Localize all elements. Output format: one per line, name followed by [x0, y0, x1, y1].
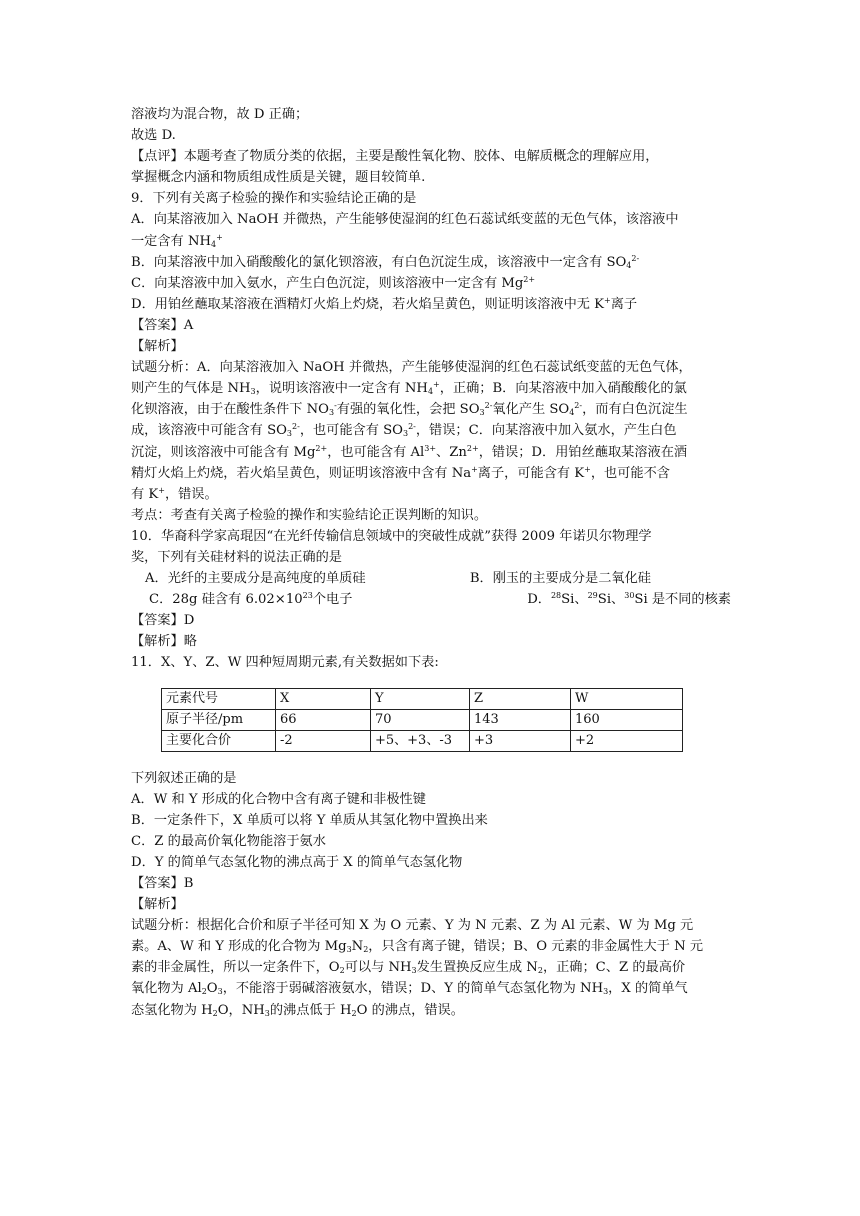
- question-9-stem: 9．下列有关离子检验的操作和实验结论正确的是: [131, 191, 417, 207]
- table-cell: 元素代号: [162, 688, 276, 709]
- table-cell: W: [571, 688, 683, 709]
- table-cell: +5、+3、-3: [371, 730, 470, 751]
- q11-option-b: B．一定条件下，X 单质可以将 Y 单质从其氢化物中置换出来: [131, 812, 488, 828]
- q10-option-a: A．光纤的主要成分是高纯度的单质硅: [145, 571, 366, 587]
- q9-option-c: C．向某溶液中加入氨水，产生白色沉淀，则该溶液中一定含有 $Mg^{2+}$: [131, 274, 536, 291]
- q11-ask: 下列叙述正确的是: [131, 770, 237, 786]
- comment-line: 掌握概念内涵和物质组成性质是关键，题目较简单.: [131, 170, 426, 186]
- q9-analysis-line: 沉淀，则该溶液中可能含有 $Mg^{2+}$，也可能含有 $Al^{3+}$、$Zn^{2+}$，错误；D．用铂丝蘸取某溶液在酒: [131, 443, 688, 460]
- table-row: [162, 730, 683, 751]
- q11-analysis-line: 试题分析：根据化合价和原子半径可知 X 为 O 元素、Y 为 N 元素、Z 为 Al 元素、W 为 Mg 元: [131, 918, 694, 934]
- q10-analysis: 【解析】略: [131, 634, 197, 650]
- table-cell: 66: [276, 709, 371, 730]
- q11-analysis-line: 素。A、W 和 Y 形成的化合物为 $Mg_3N_2$，只含有离子键，错误；B、O 元素的非金属性大于 N 元: [131, 939, 704, 955]
- q9-option-a: A．向某溶液加入 NaOH 并微热，产生能够使湿润的红色石蕊试纸变蓝的无色气体，该溶液中: [131, 212, 679, 228]
- q11-answer: 【答案】B: [131, 876, 194, 891]
- table-cell: 160: [571, 709, 683, 730]
- q9-option-a-cont: 一定含有 $NH_4^+$: [131, 232, 223, 249]
- q9-analysis-label: 【解析】: [131, 339, 184, 355]
- document-page: [131, 104, 731, 1021]
- table-row: [162, 709, 683, 730]
- table-cell: 143: [470, 709, 571, 730]
- q11-analysis-line: 态氢化物为 $H_2O$，$NH_3$的沸点低于 $H_2O$ 的沸点，错误。: [131, 1002, 464, 1018]
- element-data-table: [161, 688, 683, 752]
- text-line: 溶液均为混合物，故 D 正确；: [131, 107, 309, 122]
- q9-analysis-line: 试题分析：A．向某溶液加入 NaOH 并微热，产生能够使湿润的红色石蕊试纸变蓝的无色气体，: [131, 360, 692, 376]
- comment-line: 【点评】本题考查了物质分类的依据，主要是酸性氧化物、胶体、电解质概念的理解应用，: [131, 149, 659, 165]
- table-cell: -2: [276, 730, 371, 751]
- q10-options-cd: [131, 589, 731, 610]
- q9-analysis-line: 则产生的气体是 $NH_3$，说明该溶液中一定含有 $NH_4^+$，正确；B．向某溶液中加入硝酸酸化的氯: [131, 380, 687, 397]
- q10-option-b: B．刚玉的主要成分是二氧化硅: [469, 571, 651, 587]
- q11-analysis-line: 氧化物为 $Al_2O_3$，不能溶于弱碱溶液氨水，错误；D、Y 的简单气态氢化物为 $NH_3$，X 的简单气: [131, 981, 688, 997]
- table-cell: Y: [371, 688, 470, 709]
- question-10-stem: 10．华裔科学家高琨因“在光纤传输信息领域中的突破性成就”获得 2009 年诺贝尔物理学: [131, 528, 652, 544]
- q11-option-d: D．Y 的简单气态氢化物的沸点高于 X 的简单气态氢化物: [131, 854, 463, 870]
- q11-option-a: A．W 和 Y 形成的化合物中含有离子键和非极性键: [131, 791, 426, 807]
- table-cell: +2: [571, 730, 683, 751]
- table-cell: Z: [470, 688, 571, 709]
- table-cell: 原子半径/pm: [162, 709, 276, 730]
- q9-knowledge-point: 考点：考查有关离子检验的操作和实验结论正误判断的知识。: [131, 507, 488, 523]
- q10-option-d: D．$^{28}$Si、$^{29}$Si、$^{30}$Si 是不同的核素: [527, 591, 731, 608]
- table-cell: X: [276, 688, 371, 709]
- table-row: [162, 688, 683, 709]
- q11-analysis-line: 素的非金属性，所以一定条件下，$O_2$可以与 $NH_3$发生置换反应生成 $N_2$，正确；C、Z 的最高价: [131, 960, 686, 976]
- table-cell: 70: [371, 709, 470, 730]
- q11-analysis-label: 【解析】: [131, 897, 184, 913]
- q9-analysis-line: 有 K+，错误。: [131, 485, 218, 502]
- q9-analysis-line: 成，该溶液中可能含有 $SO_3^{2-}$，也可能含有 $SO_3^{2-}$，错误；C．向某溶液中加入氨水，产生白色: [131, 422, 677, 439]
- q10-options-ab: [131, 568, 651, 589]
- text-line: 故选 D.: [131, 128, 176, 144]
- q11-option-c: C．Z 的最高价氧化物能溶于氨水: [131, 833, 326, 849]
- q9-option-b: B．向某溶液中加入硝酸酸化的氯化钡溶液，有白色沉淀生成，该溶液中一定含有 $SO_4^{2-}$: [131, 253, 640, 270]
- table-cell: 主要化合价: [162, 730, 276, 751]
- q10-option-c: C．28g 硅含有 $6.02\times 10^{23}$个电子: [149, 591, 353, 608]
- q9-analysis-line: 化钡溶液，由于在酸性条件下 $NO_3^-$有强的氧化性，会把 $SO_3^{2-}$氧化产生 $SO_4^{2-}$，而有白色沉淀生: [131, 401, 688, 418]
- q9-analysis-line: 精灯火焰上灼烧，若火焰呈黄色，则证明该溶液中含有 Na+离子，可能含有 K+，也可能不含: [131, 464, 670, 481]
- q9-answer: 【答案】A: [131, 317, 194, 333]
- question-10-stem-cont: 奖，下列有关硅材料的说法正确的是: [131, 549, 342, 565]
- q9-option-d: D．用铂丝蘸取某溶液在酒精灯火焰上灼烧，若火焰呈黄色，则证明该溶液中无 K+离子: [131, 295, 638, 312]
- table-cell: +3: [470, 730, 571, 751]
- q10-answer: 【答案】D: [131, 613, 195, 629]
- question-11-stem: 11．X、Y、Z、W 四种短周期元素,有关数据如下表:: [131, 655, 439, 671]
